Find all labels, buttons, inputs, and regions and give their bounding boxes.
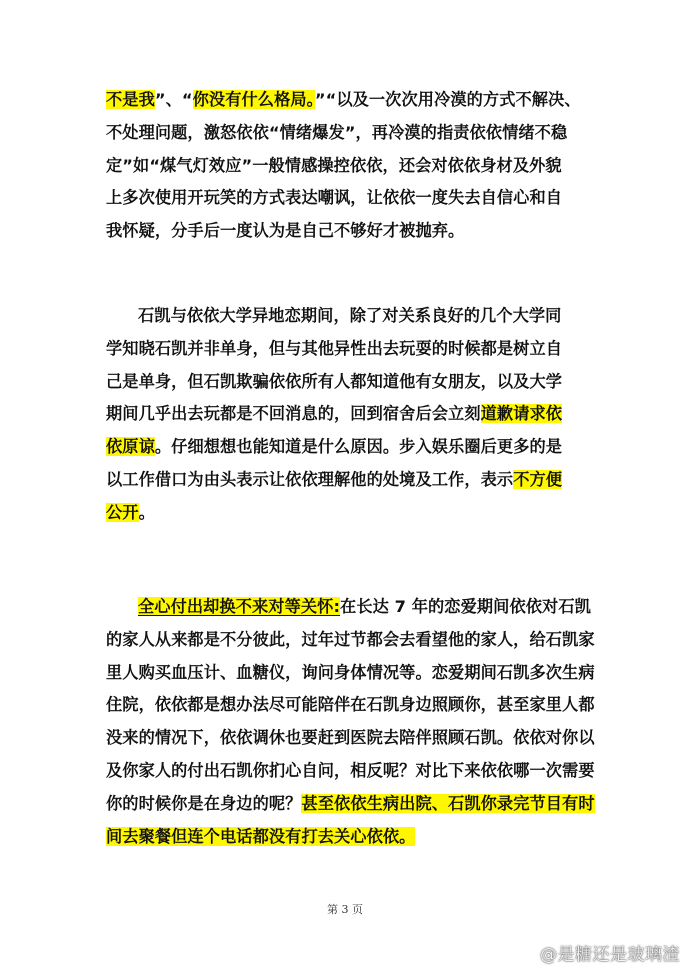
- watermark: @是糖还是玻璃渣: [540, 945, 680, 965]
- highlight-text: 公开: [106, 502, 139, 522]
- paragraph-1-line-4: 上多次使用开玩笑的方式表达嘲讽，让依依一度失去自信心和自: [106, 188, 563, 208]
- paragraph-2-line-3: 己是单身，但石凯欺骗依依所有人都知道他有女朋友，以及大学: [106, 371, 563, 391]
- paragraph-3-line-2: 的家人从来都是不分彼此，过年过节都会去看望他的家人，给石凯家: [106, 629, 595, 649]
- paragraph-1-line-5: 我怀疑，分手后一度认为是自己不够好才被抛弃。: [106, 221, 465, 241]
- text-span: 。: [138, 502, 155, 522]
- paragraph-2-line-5: [106, 431, 592, 464]
- section-heading: 全心付出却换不来对等关怀:: [138, 597, 341, 616]
- paragraph-2-line-1: 石凯与依依大学异地恋期间，除了对关系良好的几个大学同: [138, 306, 562, 325]
- paragraph-3-line-1: [106, 591, 592, 624]
- text-span: 在长达 7 年的恋爱期间依依对石凯: [340, 597, 591, 616]
- paragraph-3-line-8: [106, 821, 592, 854]
- text-span: 以工作借口为由头表示让依依理解他的处境及工作，表示: [106, 469, 514, 489]
- paragraph-3-line-7: [106, 788, 595, 821]
- paragraph-1-line-2: 不处理问题，激怒依依“情绪爆发”，再冷漠的指责依依情绪不稳: [106, 122, 568, 142]
- paragraph-3-line-6: 及你家人的付出石凯你扪心自问，相反呢？对比下来依依哪一次需要: [106, 760, 595, 780]
- text-span: 你的时候你是在身边的呢？: [106, 793, 302, 813]
- highlight-text: 不方便: [513, 469, 563, 489]
- text-span: 。仔细想想也能知道是什么原因。步入娱乐圈后更多的是: [154, 437, 563, 457]
- paragraph-1-line-3: 定”如“煤气灯效应”一般情感操控依依，还会对依依身材及外貌: [106, 155, 562, 175]
- highlight-text: 依原谅: [106, 437, 155, 457]
- highlight-text: 道歉请求依: [480, 404, 563, 424]
- paragraph-2-line-2: 学知晓石凯并非单身，但与其他异性出去玩耍的时候都是树立自: [106, 338, 563, 358]
- paragraph-3: [106, 591, 595, 853]
- highlight-text: 你没有什么格局。: [192, 90, 315, 109]
- paragraph-3-line-3: 里人购买血压计、血糖仪，询问身体情况等。恋爱期间石凯多次生病: [106, 662, 595, 682]
- highlight-text: 不是我: [106, 90, 155, 109]
- page-number: 第 3 页: [327, 903, 363, 916]
- text-span: ”、“: [154, 90, 193, 109]
- text-span: 期间几乎出去玩都是不回消息的，回到宿舍后会立刻: [106, 404, 481, 424]
- text-span: ”“以及一次次用冷漠的方式不解决、: [314, 90, 581, 109]
- paragraph-2: [106, 300, 592, 530]
- paragraph-2-line-6: [106, 464, 592, 497]
- highlight-text: 甚至依依生病出院、石凯你录完节目有时: [301, 793, 595, 813]
- paragraph-2-line-7: [106, 497, 592, 530]
- highlight-text: 间去聚餐但连个电话都没有打去关心依依。: [106, 826, 416, 846]
- paragraph-1: [106, 84, 592, 248]
- paragraph-2-line-4: [106, 398, 592, 431]
- paragraph-3-line-5: 没来的情况下，依依调休也要赶到医院去陪伴照顾石凯。依依对你以: [106, 728, 595, 748]
- paragraph-1-line-1: [106, 84, 592, 117]
- paragraph-3-line-4: 住院，依依都是想办法尽可能陪伴在石凯身边照顾你，甚至家里人都: [106, 695, 595, 715]
